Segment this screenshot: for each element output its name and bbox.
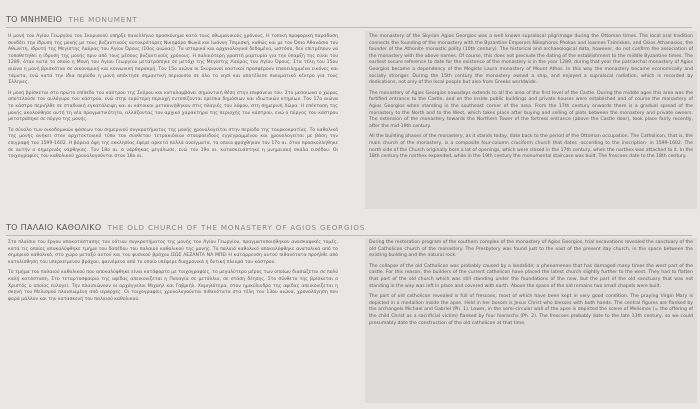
english-text-column [369,34,693,165]
section-heading [6,218,692,236]
greek-paragraph: Η μονή του Αγίου Γεωργίου του Σκυριανού υπήρξε πανελλήνιο προσκύνημα κατά τους οθωμανικούς χρόνους. Η τοπική προφορική παράδοση συνδέει την ίδρυση της μονής με τους βυζαντινούς αυτοκράτορες Νικηφόρο Φωκά και Ιωάννη Τσιμισκή, καθώς και με τον Όσιο Αθανάσιο τον Αθωνίτη, ιδρυτή της Μεγίστης Λαύρας του Αγίου Όρους (10ος αιώνας). Τα ιστορικά και αρχαιολογικά δεδομένα, ωστόσο, δεν επιτρέπουν να τοποθετηθεί η ίδρυση της μονής πριν από τους μέσους βυζαντινούς χρόνους. Η παλαιότερη γραπτή μαρτυρία για την ύπαρξή της είναι του 1289, όταν κατά το οποίο η Μονή του Αγίου Γεωργίου μετατράπηκε σε μετόχι της Μεγίστης Λαύρας του Αγίου Όρους. Στα τέλη του 15ου αιώνα η μονή βρισκόταν σε οικονομική και κοινωνική παρακμή. Τον 15ο αιώνα οι Σκυριανοί ναυτικοί προσφέρουν επανειλημμένα εικόνες και τάματα, ενώ κατά την ίδια περίοδο η μονή απέκτησε σημαντική περιουσία σε όλο το νησί και αποτέλεσε πνευματικό κέντρο για τους Έλληνες. [8,34,338,86]
english-paragraph: All the building phases of the monastery, as it stands today, date back to the period of the Ottoman occupation. The Catholicon, that is, the main church of the monastery, is a composite four-column cruciform church that dates -according to the inscription- in 1599-1602. The north side of the Church originally bore a lot of openings, which were closed in the 17th century, when the narthex was attached to it. In the 18th century the narthex expanded, while in the 19th century the monumental staircase was built. The frescoes date to the 18th century. [369,134,693,160]
heading-greek: ΤΟ ΠΑΛΑΙΟ ΚΑΘΟΛΙΚΟ [6,223,102,232]
greek-paragraph: Το σύνολο των οικοδομικών φάσεων του σημερινού συγκροτήματος της μονής χρονολογείται στην περίοδο της τουρκοκρατίας. Το καθολικό της μονής ανήκει στον αρχιτεκτονικό τύπο του σύνθετου τετρακιόνιου σταυροειδούς εγγεγραμμένου και χρονολογείται με βάση την επιγραφή του 1599-1602. Η βόρεια όψη της εκκλησίας έφερε αρκετά πολλά ανοίγματα, τα οποία φράχθηκαν τον 17ο αι. όταν προσκολλήθηκε σε αυτήν ο σημερινός νάρθηκας. Τον 18ο αι. ο νάρθηκας μεγάλωσε, ενώ τον 19ο αι. κατασκευάστηκε η μνημειακή σκάλα εισόδου. Οι τοιχογραφίες του καθολικού χρονολογούνται στον 18ο αι. [8,127,338,160]
english-paragraph: The monastery of Agios Georgios nowadays extends to all the area of the first level of the Castle. During the middle ages this area was the fortified entrance to the Castle, and on the inside public buildings and private houses were established and of course the monastery of Agios Georgios when standing in the southeast corner of the area. From the 17th century onwards there is a gradual spread of the monastery to the North and to the West, which takes place after buying and selling of plots between the monastery and private owners. The extension of the monastery towards the Northern Tower of the fortress entrance (above the Castle door), took place fairly recently, after the mid-19th century. [369,90,693,129]
english-paragraph: The monastery of the Skyrian Agios Georgios was a well known supralocal pilgrimage during the Ottoman times. The local oral tradition connects the founding of the monastery with the Byzantine Emperors Nikephoros Phokas and Ioannes Tzimiskes, and Osios Athanasios, the founder of the Athonite monastic polity (10th century). The historical and archaeological data, however, do not confirm the association of the monastery with the above names. Of course, this does not preclude the dating of the establishment to the middle Byzantine times. The earliest secure reference to date for the existence of the monastery is in the year 1289, during that year the patriarchal monastery of Agios Georgios became a dependency of the Megiste Laura monastery of Mount Athos. In this way the monastery became economically and socially stronger. During the 15th century the monastery owned a ship, and enjoyed a supralocal radiation, which is recorded by dedications, not only of the local people but also from Greeks worldwide. [369,34,693,86]
heading-greek: ΤΟ ΜΝΗΜΕΙΟ [6,15,63,24]
greek-paragraph: Το τμήμα του παλαιού καθολικού που αποκαλύφθηκε είναι κατάφορτο με τοιχογραφίες, το μεγαλύτερο μέρος των οποίων διασώζεται σε πολύ καλή κατάσταση. Στο τεταρτοσφαίριο της αψίδας απεικονίζεται η Παναγία σε μετάλλιο, σε στάση δέησης. Στο σύνθετο της βρίσκεται ο Χριστός ο οποίος ευλογεί. Την πλαισιώνουν οι αρχάγγελοι Μιχαήλ και Γαβριήλ. Χαμηλότερα, στον ημικύλινδρο της αψίδας απεικονίζεται η σκηνή του Μελισμού πλαισιωμένη από ιεράρχες. Οι τοιχογραφίες χρονολογούνται πιθανότατα στα τέλη του 13ου αιώνα, χρονολόγηση που φορά μάλλον και την κατασκευή του παλαιού καθολικού. [8,270,338,302]
english-text-column [369,240,693,331]
greek-paragraph: Η μονή βρίσκεται στο πρώτο επίπεδο του κάστρου της Σκύρου και καταλαμβάνει σημαντική θέση στην επιφάνεια του. Στο μεσαίωνα ο χώρος αποτελούσε τον αυλόγυρο του κάστρου, ενώ στην ευρύτερη περιοχή εντοπίζονται ερείπια δημόσιων και ιδιωτικών κτηρίων. Τον 17ο αιώνα το κάστρο περιήλθε σε σταδιακή εγκατάλειψη και οι κάτοικοι μετακινήθηκαν στις πλαγιές του λόφου, στη σημερινή Χώρα. Η επέκταση της μονής ακολούθησε αυτή τη νέα πραγματικότητα, αλλάζοντας τον αρχικό χαρακτήρα της περιοχής του κάστρου, ενώ ο πύργος του κάστρου μετατράπηκε σε πύργο της μονής. [8,90,338,123]
english-paragraph: During the restoration program of the southern complex of the monastery of Agios Georgios, trial excavations revealed the sanctuary of the old Catholicon church of the monastery. The Presbytery was found just to the east of the present day church, in the space between the existing building and the natural rock. [369,240,693,259]
english-paragraph: The part of old catholicon revealed is full of frescoes, most of which have been kept in very good condition. The praying Virgin Mary is depicted in a medallion inside the apse. Held in her bosom is Jesus Christ who blesses with both hands. The central figures are flanked by the archangels Michael and Gabriel (Ph. 1). Lower, in the semi-circular wall of the apse is depicted the scene of Melismos (= the offering of the child Christ as a sacrificial victim) flanked by four hierarchs (Ph. 2). The frescoes probably date to the late 13th century, so we could presumably date the construction of the old catholicon at that time. [369,294,693,326]
heading-english: THE MONUMENT [68,15,138,24]
english-paragraph: The collapse of the old Catholicon was probably caused by a landslide; a phenomenon that has damaged many times the west part of the castle. For this reason, the builders of the current catholicon have placed the latest church slightly further to the west. They had to flatten that part of the old church which was still standing under the foundations of the new, but the part of the old sanctuary that was not standing in the way was left in place and covered with earth. Above the space of the old remains two small chapels were built. [369,263,693,289]
heading-english: THE OLD CHURCH OF THE MONASTERY OF AGIOS GEORGIOS [107,223,366,232]
section-heading [6,8,692,28]
section-old-church [0,218,700,409]
greek-text-column [8,240,338,307]
greek-paragraph: Στο πλαίσιο του έργου αποκατάστασης του νότιου συγκροτήματος της μονής του Αγίου Γεωργίου, πραγματοποιήθηκαν ανασκαφικές τομές, κατά τις οποίες αποκαλύφθηκε τμήμα του δαπέδου του παλαιού καθολικού της μονής. Το παλαιό καθολικό αποκαλύφθηκε ανατολικά από το σημερινό καθολικό, στο χώρο μεταξύ αυτού και του φυσικού βράχου.ΙΣΩΣ ΛΕΖΑΝΤΑ ΝΑ ΜΠΕΙ Η κατάρρευση αυτού πιθανότατα προήλθε από κατολίσθηση του υπερκείμενου βράχου, φαινόμενο από το οποίο υπέφερε διαχρονικά η δυτική πλευρά του κάστρου. [8,240,338,265]
greek-text-column [8,34,338,165]
